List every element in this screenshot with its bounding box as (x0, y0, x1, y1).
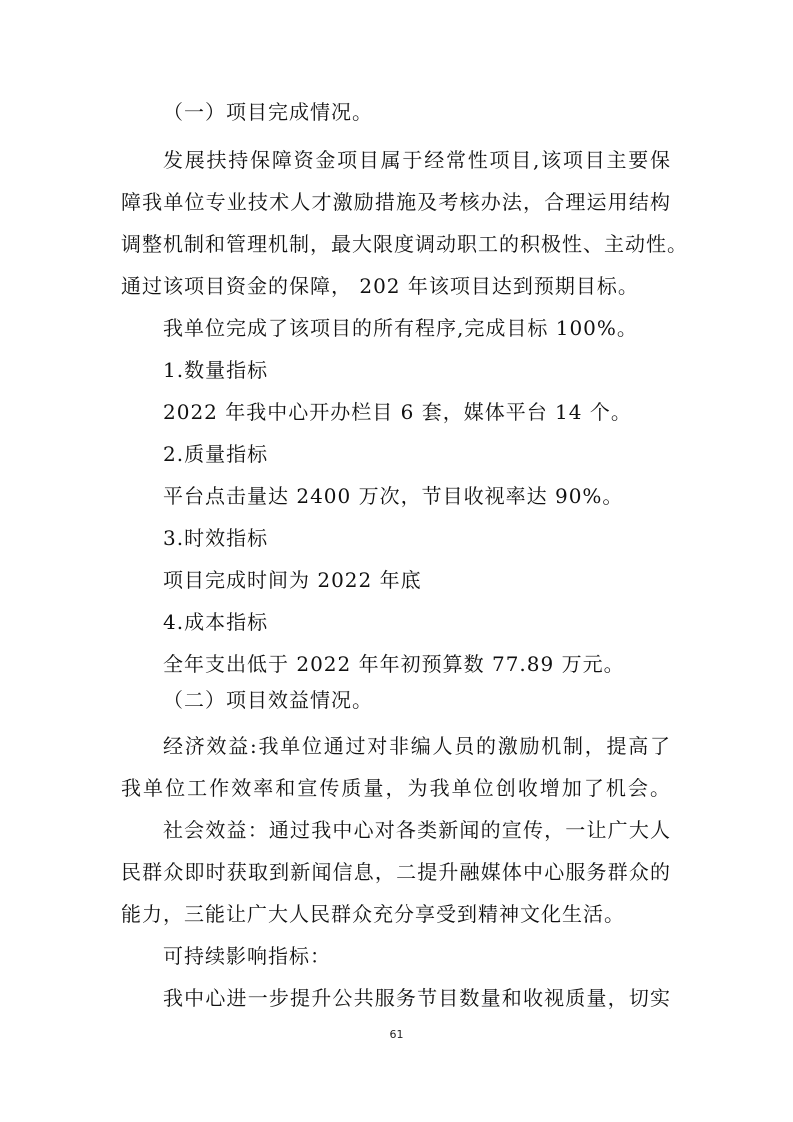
indicator-heading: 4.成本指标 (163, 610, 269, 634)
section-heading-2: （二）项目效益情况。 (163, 688, 373, 712)
indicator-heading: 3.时效指标 (163, 526, 269, 550)
indicator-text: 平台点击量达 2400 万次，节目收视率达 90%。 (163, 484, 624, 508)
paragraph-line: 社会效益：通过我中心对各类新闻的宣传，一让广大人 (163, 818, 671, 842)
indicator-heading: 可持续影响指标： (163, 944, 331, 968)
paragraph-line: 我单位完成了该项目的所有程序,完成目标 100%。 (163, 316, 638, 340)
paragraph-line: 能力，三能让广大人民群众充分享受到精神文化生活。 (121, 902, 625, 926)
indicator-heading: 1.数量指标 (163, 358, 269, 382)
indicator-text: 全年支出低于 2022 年年初预算数 77.89 万元。 (163, 652, 625, 676)
paragraph-line: 调整机制和管理机制，最大限度调动职工的积极性、主动性。 (121, 232, 688, 256)
paragraph-line: 障我单位专业技术人才激励措施及考核办法，合理运用结构 (121, 190, 671, 214)
paragraph-line: 经济效益:我单位通过对非编人员的激励机制，提高了 (163, 734, 671, 758)
paragraph-line: 通过该项目资金的保障， 202 年该项目达到预期目标。 (121, 274, 639, 298)
paragraph-line: 发展扶持保障资金项目属于经常性项目,该项目主要保 (163, 148, 671, 172)
paragraph-line: 民群众即时获取到新闻信息，二提升融媒体中心服务群众的 (121, 860, 671, 884)
indicator-heading: 2.质量指标 (163, 442, 269, 466)
indicator-text: 项目完成时间为 2022 年底 (163, 568, 422, 592)
indicator-text: 2022 年我中心开办栏目 6 套，媒体平台 14 个。 (163, 400, 632, 424)
page-number: 61 (389, 1028, 404, 1041)
paragraph-line: 我中心进一步提升公共服务节目数量和收视质量，切实 (163, 986, 671, 1010)
section-heading-1: （一）项目完成情况。 (163, 100, 373, 124)
paragraph-line: 我单位工作效率和宣传质量，为我单位创收增加了机会。 (121, 776, 671, 800)
